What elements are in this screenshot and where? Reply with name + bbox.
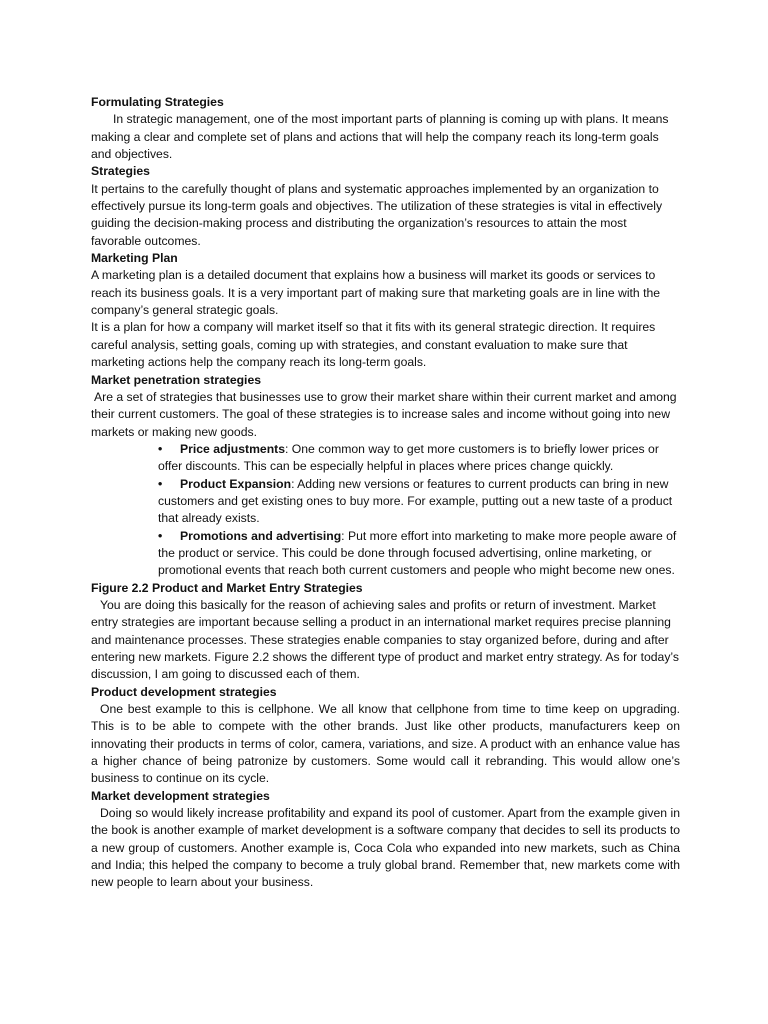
heading-market-development: Market development strategies [91, 788, 270, 803]
bullet-text: : Adding new versions or features to current products can bring in new customers and get existing ones to buy more. For example, putting out a new taste of a product that already exists. [158, 476, 673, 526]
heading-strategies: Strategies [91, 164, 150, 179]
paragraph-product-development: One best example to this is cellphone. We all know that cellphone from time to time keep on upgrading. This is to be able to compete with the other brands. Just like other products, manufacturers keep on innovating their products in terms of color, camera, variations, and size. A product with an enhance value has a higher chance of being patronize by customers. Some would call it rebranding. This would allow one’s business to continue on its cycle. [91, 702, 680, 786]
bullet-label: Price adjustments [180, 441, 285, 456]
bullet-label: Promotions and advertising [180, 528, 342, 543]
heading-market-penetration: Market penetration strategies [91, 372, 262, 387]
bullet-icon: • [158, 476, 163, 491]
heading-product-development: Product development strategies [91, 684, 277, 699]
list-item [158, 528, 680, 580]
bullet-text: : One common way to get more customers is to briefly lower prices or offer discounts. This can be especially helpful in places where prices change quickly. [158, 441, 659, 474]
list-item [158, 476, 680, 528]
bullet-text: : Put more effort into marketing to make more people aware of the product or service. This could be done through focused advertising, online marketing, or promotional events that reach both current customers and people who might become new ones. [158, 528, 677, 578]
heading-formulating-strategies: Formulating Strategies [91, 95, 224, 109]
paragraph-market-penetration: Are a set of strategies that businesses use to grow their market share within their current market and among their current customers. The goal of these strategies is to increase sales and income without going into new markets or making new goods. [91, 389, 677, 439]
list-item [158, 441, 680, 476]
paragraph-marketing-plan-2: It is a plan for how a company will market itself so that it fits with its general strategic direction. It requires careful analysis, setting goals, coming up with strategies, and constant evaluation to make sure that marketing actions help the company reach its long-term goals. [91, 320, 656, 370]
bullet-icon: • [158, 528, 163, 543]
bullet-label: Product Expansion [180, 476, 292, 491]
paragraph-marketing-plan-1: A marketing plan is a detailed document that explains how a business will market its goods or services to reach its business goals. It is a very important part of making sure that marketing goals are in line with the company’s general strategic goals. [91, 268, 661, 318]
heading-figure-2-2: Figure 2.2 Product and Market Entry Strategies [91, 580, 363, 595]
paragraph-strategies: It pertains to the carefully thought of plans and systematic approaches implemented by an organization to effectively pursue its long-term goals and objectives. The utilization of these strategies is vital in effectively guiding the decision-making process and distributing the organization’s resources to attain the most favorable outcomes. [91, 181, 663, 248]
paragraph-formulating-strategies: In strategic management, one of the most important parts of planning is coming up with plans. It means making a clear and complete set of plans and actions that will help the company reach its long-term goals and objectives. [91, 112, 669, 162]
paragraph-figure-2-2: You are doing this basically for the reason of achieving sales and profits or return of investment. Market entry strategies are important because selling a product in an international market requires precise planning and maintenance processes. These strategies enable companies to stay organized before, during and after entering new markets. Figure 2.2 shows the different type of product and market entry strategy. As for today’s discussion, I am going to discussed each of them. [91, 597, 680, 682]
bullet-icon: • [158, 441, 163, 456]
heading-marketing-plan: Marketing Plan [91, 251, 178, 266]
paragraph-market-development: Doing so would likely increase profitability and expand its pool of customer. Apart from the example given in the book is another example of market development is a software company that decides to sell its products to a new group of customers. Another example is, Coca Cola who expanded into new markets, such as China and India; this helped the company to become a truly global brand. Remember that, new markets come with new people to learn about your business. [91, 806, 680, 890]
bullet-list-penetration [91, 441, 680, 580]
